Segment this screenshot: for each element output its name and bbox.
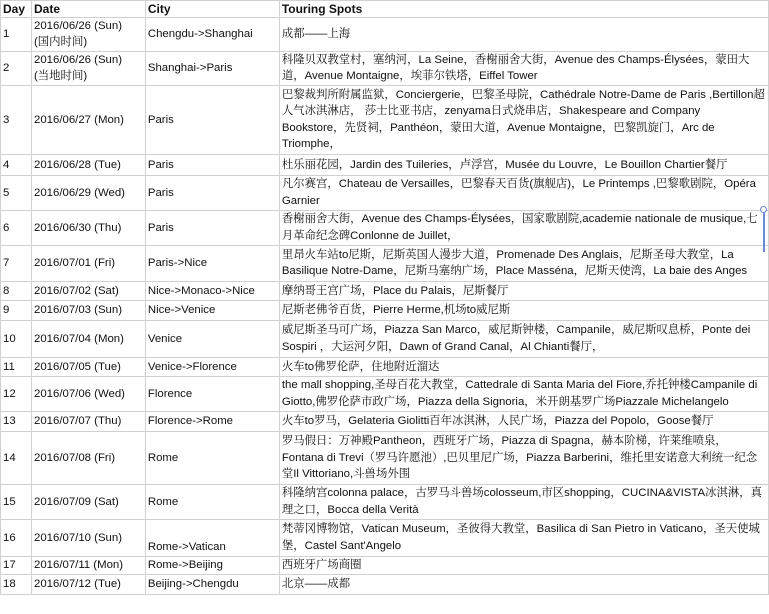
cell-touring-spots[interactable]: 摩纳哥王宫广场，Place du Palais，尼斯餐厅 [279, 281, 768, 300]
cell-date[interactable]: 2016/06/26 (Sun) (当地时间) [31, 51, 145, 85]
table-row [1, 411, 769, 431]
selection-edge [763, 212, 765, 252]
cell-city[interactable]: Florence [145, 376, 279, 411]
cell-date[interactable]: 2016/07/09 (Sat) [31, 484, 145, 519]
table-row [1, 18, 769, 51]
table-row [1, 210, 769, 245]
header-touring-spots[interactable]: Touring Spots [279, 1, 768, 18]
cell-touring-spots[interactable]: 杜乐丽花园，Jardin des Tuileries，卢浮宫，Musée du Louvre，Le Bouillon Chartier餐厅 [279, 154, 768, 175]
cell-city[interactable]: Shanghai->Paris [145, 51, 279, 85]
header-day[interactable]: Day [1, 1, 32, 18]
cell-date[interactable]: 2016/06/28 (Tue) [31, 154, 145, 175]
cell-date[interactable]: 2016/07/05 (Tue) [31, 357, 145, 376]
cell-city[interactable]: Paris->Nice [145, 245, 279, 281]
cell-city[interactable]: Venice->Florence [145, 357, 279, 376]
cell-city[interactable]: Paris [145, 154, 279, 175]
cell-date[interactable]: 2016/06/29 (Wed) [31, 175, 145, 210]
cell-day[interactable]: 8 [1, 281, 32, 300]
table-row [1, 484, 769, 519]
cell-day[interactable]: 13 [1, 411, 32, 431]
cell-city[interactable]: Beijing->Chengdu [145, 574, 279, 594]
table-row [1, 574, 769, 594]
cell-touring-spots[interactable]: 凡尔赛宫，Chateau de Versailles，巴黎春天百货(旗舰店)，Le Printemps ,巴黎歌剧院，Opéra Garnier [279, 175, 768, 210]
cell-day[interactable]: 1 [1, 18, 32, 51]
cell-city[interactable]: Chengdu->Shanghai [145, 18, 279, 51]
cell-city[interactable]: Paris [145, 85, 279, 154]
header-date[interactable]: Date [31, 1, 145, 18]
cell-day[interactable]: 2 [1, 51, 32, 85]
table-row [1, 51, 769, 85]
cell-date[interactable]: 2016/07/11 (Mon) [31, 556, 145, 574]
cell-city[interactable]: Florence->Rome [145, 411, 279, 431]
table-row [1, 85, 769, 154]
cell-day[interactable]: 16 [1, 519, 32, 556]
table-body [1, 18, 769, 594]
cell-day[interactable]: 11 [1, 357, 32, 376]
cell-city[interactable]: Rome->Beijing [145, 556, 279, 574]
cell-date[interactable]: 2016/07/10 (Sun) [31, 519, 145, 556]
table-row [1, 245, 769, 281]
cell-date[interactable]: 2016/07/06 (Wed) [31, 376, 145, 411]
cell-day[interactable]: 18 [1, 574, 32, 594]
cell-touring-spots[interactable]: 巴黎裁判所附属监狱，Conciergerie，巴黎圣母院，Cathédrale Notre-Dame de Paris ,Bertillon超人气冰淇淋店， 莎士比亚书店，zenyama日式烧串店，Shakespeare and Company Bookstore，先贤祠，Panthéon，蒙田大道，Avenue Montaigne，巴黎凯旋门，Arc de Triomphe， [279, 85, 768, 154]
table-row [1, 376, 769, 411]
cell-date[interactable]: 2016/06/30 (Thu) [31, 210, 145, 245]
cell-date[interactable]: 2016/07/03 (Sun) [31, 300, 145, 320]
cell-city[interactable]: Rome->Vatican [145, 519, 279, 556]
cell-day[interactable]: 4 [1, 154, 32, 175]
cell-touring-spots[interactable]: 火车to佛罗伦萨，住地附近溜达 [279, 357, 768, 376]
cell-day[interactable]: 10 [1, 320, 32, 357]
cell-touring-spots[interactable]: 罗马假日：万神殿Pantheon，西班牙广场，Piazza di Spagna，赫本阶梯，许莱维喷泉，Fontana di Trevi（罗马许愿池）,巴贝里尼广场，Piazza Barberini，维托里安诺意大利统一纪念堂Il Vittoriano,斗兽场外围 [279, 431, 768, 484]
cell-day[interactable]: 7 [1, 245, 32, 281]
cell-day[interactable]: 12 [1, 376, 32, 411]
cell-date[interactable]: 2016/07/12 (Tue) [31, 574, 145, 594]
table-row [1, 519, 769, 556]
cell-city[interactable]: Nice->Venice [145, 300, 279, 320]
cell-city[interactable]: Venice [145, 320, 279, 357]
cell-date[interactable]: 2016/07/01 (Fri) [31, 245, 145, 281]
cell-touring-spots[interactable]: 火车to罗马，Gelateria Giolitti百年冰淇淋，人民广场，Piazza del Popolo，Goose餐厅 [279, 411, 768, 431]
cell-date[interactable]: 2016/07/04 (Mon) [31, 320, 145, 357]
cell-touring-spots[interactable]: 威尼斯圣马可广场，Piazza San Marco，威尼斯钟楼，Campanile，威尼斯叹息桥，Ponte dei Sospiri ，大运河夕阳，Dawn of Grand Canal，Al Chianti餐厅， [279, 320, 768, 357]
table-row [1, 357, 769, 376]
cell-date[interactable]: 2016/07/08 (Fri) [31, 431, 145, 484]
cell-city[interactable]: Paris [145, 175, 279, 210]
table-row [1, 175, 769, 210]
table-row [1, 431, 769, 484]
cell-touring-spots[interactable]: 香榭丽舍大街，Avenue des Champs-Élysées，国家歌剧院,academie nationale de musique,七月革命纪念碑Conlonne de Juillet， [279, 210, 768, 245]
cell-touring-spots[interactable]: 科隆纳宫colonna palace，古罗马斗兽场colosseum,市区shopping，CUCINA&VISTA冰淇淋，真理之口，Bocca della Verità [279, 484, 768, 519]
cell-day[interactable]: 17 [1, 556, 32, 574]
cell-city[interactable]: Nice->Monaco->Nice [145, 281, 279, 300]
cell-touring-spots[interactable]: 成都——上海 [279, 18, 768, 51]
table-row [1, 300, 769, 320]
cell-touring-spots[interactable]: the mall shopping,圣母百花大教堂，Cattedrale di Santa Maria del Fiore,乔托钟楼Campanile di Giotto,佛罗伦萨市政广场，Piazza della Signoria，米开朗基罗广场Piazzale Michelangelo [279, 376, 768, 411]
cell-touring-spots[interactable]: 西班牙广场商圈 [279, 556, 768, 574]
table-row [1, 320, 769, 357]
header-row [1, 1, 769, 18]
cell-day[interactable]: 5 [1, 175, 32, 210]
cell-day[interactable]: 9 [1, 300, 32, 320]
cell-city[interactable]: Paris [145, 210, 279, 245]
table-row [1, 281, 769, 300]
cell-day[interactable]: 3 [1, 85, 32, 154]
cell-date[interactable]: 2016/06/26 (Sun) (国内时间) [31, 18, 145, 51]
cell-day[interactable]: 6 [1, 210, 32, 245]
cell-date[interactable]: 2016/06/27 (Mon) [31, 85, 145, 154]
cell-day[interactable]: 14 [1, 431, 32, 484]
cell-city[interactable]: Rome [145, 484, 279, 519]
table-row [1, 154, 769, 175]
cell-date[interactable]: 2016/07/02 (Sat) [31, 281, 145, 300]
cell-day[interactable]: 15 [1, 484, 32, 519]
cell-city[interactable]: Rome [145, 431, 279, 484]
cell-touring-spots[interactable]: 科隆贝双教堂村，塞纳河，La Seine，香榭丽舍大街，Avenue des Champs-Élysées，蒙田大道，Avenue Montaigne，埃菲尔铁塔，Eiffel Tower [279, 51, 768, 85]
cell-touring-spots[interactable]: 里昂火车站to尼斯，尼斯英国人漫步大道，Promenade Des Anglais，尼斯圣母大教堂，La Basilique Notre-Dame，尼斯马塞纳广场，Place Masséna，尼斯天使湾，La baie des Anges [279, 245, 768, 281]
cell-touring-spots[interactable]: 北京——成都 [279, 574, 768, 594]
cell-touring-spots[interactable]: 梵蒂冈博物馆，Vatican Museum，圣彼得大教堂，Basilica di San Pietro in Vaticano，圣天使城堡，Castel Sant'Angelo [279, 519, 768, 556]
header-city[interactable]: City [145, 1, 279, 18]
table-row [1, 556, 769, 574]
cell-touring-spots[interactable]: 尼斯老佛爷百货，Pierre Herme,机场to威尼斯 [279, 300, 768, 320]
cell-date[interactable]: 2016/07/07 (Thu) [31, 411, 145, 431]
